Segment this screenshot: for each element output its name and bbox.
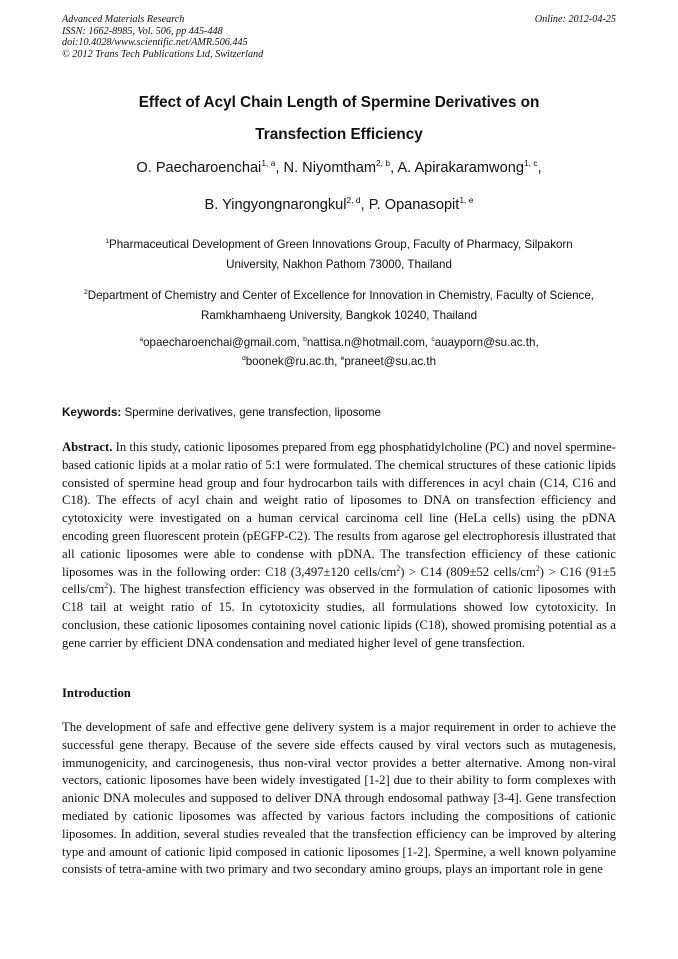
email-marker: a: [139, 336, 144, 344]
affiliation-text: Department of Chemistry and Center of Excellence for Innovation in Chemistry, Faculty of Science,: [87, 289, 595, 302]
paper-title-line-1: Effect of Acyl Chain Length of Spermine Derivatives on: [138, 94, 540, 111]
email-address: praneet@su.ac.th: [344, 354, 437, 368]
separator: ,: [537, 160, 542, 176]
author-line-2: [62, 196, 616, 214]
affiliation-marker: 1: [105, 238, 109, 246]
author-name: B. Yingyongnarongkul: [204, 197, 347, 213]
introduction-heading: Introduction: [62, 686, 131, 700]
author-name: O. Paecharoenchai: [136, 160, 262, 176]
doi-line: doi:10.4028/www.scientific.net/AMR.506.445: [62, 37, 248, 49]
separator: ,: [390, 160, 398, 176]
superscript: 2: [104, 581, 109, 591]
keywords-label: Keywords:: [62, 406, 122, 419]
author-emails: [62, 334, 616, 371]
journal-header: [62, 14, 616, 60]
separator: ,: [360, 197, 369, 213]
affiliation-text: Pharmaceutical Development of Green Innovations Group, Faculty of Pharmacy, Silpakorn: [108, 238, 573, 251]
affiliation-marker: 2: [83, 289, 88, 297]
author-superscript: 2, b: [375, 158, 391, 169]
affiliation-text: University, Nakhon Pathom 73000, Thailand: [226, 257, 452, 271]
author-name: P. Opanasopit: [368, 197, 460, 213]
issn-line: ISSN: 1662-8985, Vol. 506, pp 445-448: [62, 25, 223, 37]
author-superscript: 1, e: [459, 195, 474, 206]
abstract-text: In this study, cationic liposomes prepared from egg phosphatidylcholine (PC) and novel spermine-based cationic lipids at a molar ratio of 5:1 were formulated. The chemical structures of these cationic lipids consisted of spermine head group and four hydrocarbon tails with differences in acyl chain (C14, C16 and C18). The effects of acyl chain and weight ratio of liposomes to DNA on transfection efficiency and cytotoxicity were investigated on a human cervical carcinoma cell line (HeLa cells) using the pDNA encoding green fluorescent protein (pEGFP-C2). The results from agarose gel electrophoresis illustrated that all cationic liposomes were able to condense with pDNA. The transfection efficiency of these cationic liposomes was in the following order: C18 (3,497±120 cells/cm: [62, 440, 616, 579]
author-name: N. Niyomtham: [283, 160, 376, 176]
email-address: nattisa.n@hotmail.com,: [306, 336, 432, 349]
affiliation-1: [62, 235, 616, 274]
email-marker: d: [241, 354, 246, 362]
affiliation-text: Ramkhamhaeng University, Bangkok 10240, Thailand: [200, 308, 478, 322]
abstract-label: Abstract.: [62, 440, 113, 454]
journal-name: Advanced Materials Research: [62, 14, 185, 25]
abstract-paragraph: [62, 439, 616, 653]
author-line-1: [62, 159, 616, 177]
email-address: auayporn@su.ac.th,: [434, 336, 539, 349]
keywords-text: Spermine derivatives, gene transfection, liposome: [121, 406, 381, 419]
author-superscript: 2, d: [346, 195, 361, 206]
author-name: A. Apirakaramwong: [397, 160, 524, 176]
keywords: [62, 405, 616, 421]
email-marker: c: [431, 336, 435, 344]
paper-title-line-2: Transfection Efficiency: [255, 126, 423, 143]
superscript: 2: [396, 563, 401, 573]
separator: ,: [275, 160, 284, 176]
email-marker: b: [303, 336, 307, 344]
email-marker: e: [340, 354, 345, 362]
online-date: Online: 2012-04-25: [534, 14, 616, 25]
author-superscript: 1, a: [261, 158, 276, 169]
abstract-text: ) > C14 (809±52 cells/cm: [400, 564, 536, 579]
email-address: boonek@ru.ac.th,: [245, 354, 341, 368]
email-address: opaecharoenchai@gmail.com,: [143, 336, 304, 349]
abstract-text: ) > C16 (91±5 cells/cm: [62, 564, 616, 597]
copyright-line: © 2012 Trans Tech Publications Ltd, Switzerland: [62, 48, 264, 60]
author-superscript: 1, c: [523, 158, 538, 169]
affiliation-2: [62, 286, 616, 325]
abstract-text: ). The highest transfection efficiency was observed in the formulation of cationic liposomes with C18 tail at weight ratio of 15. In cytotoxicity studies, all formulations showed low cytotoxicity. In conclusion, these cationic liposomes containing novel cationic lipids (C18), showed promising potential as a gene carrier by efficient DNA condensation and mediated higher level of gene transfection.: [62, 582, 616, 650]
introduction-paragraph: The development of safe and effective gene delivery system is a major requirement in order to achieve the successful gene therapy. Because of the severe side effects caused by viral vectors such as mutagenesis, immunogenicity, and carcinogenesis, thus non-viral vector provides a better alternative. Among non-viral vectors, cationic liposomes have been widely investigated [1-2] due to their ability to form complexes with anionic DNA molecules and supposed to deliver DNA through endosomal pathway [3-4]. Gene transfection mediated by cationic liposomes was affected by various factors including the compositions of cationic liposomes. In addition, several studies revealed that the transfection efficiency can be improved by altering type and amount of cationic lipid composed in cationic liposomes [1-2]. Spermine, a well known polyamine consists of tetra-amine with two primary and two secondary amino groups, plays an important role in gene: [62, 720, 616, 877]
superscript: 2: [535, 563, 540, 573]
